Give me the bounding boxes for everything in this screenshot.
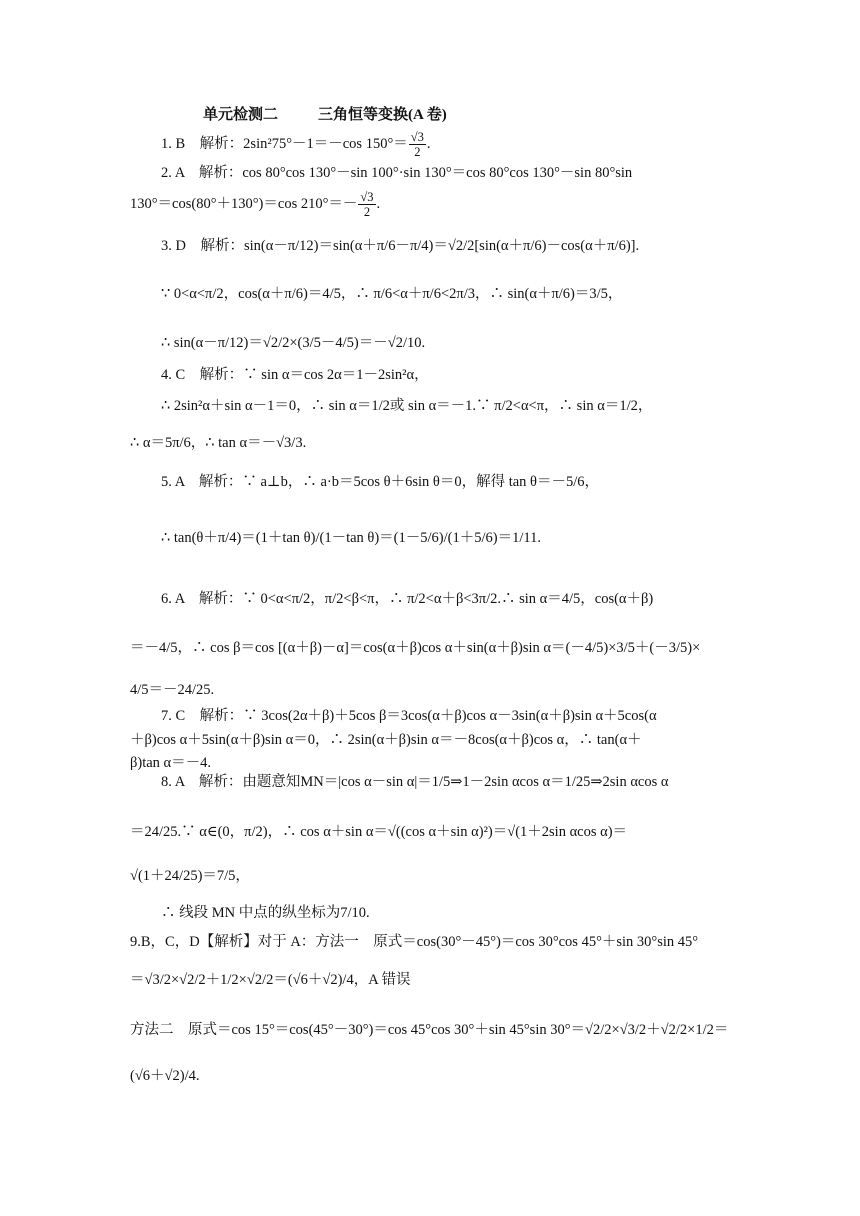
answer-2-fraction: $\frac{√3}{2}$ — [360, 190, 374, 219]
title-part1: 单元检测二 — [203, 107, 279, 123]
answer-3-line-1: 3. D 解析：sin(α－π/12)＝sin(α＋π/6－π/4)＝√2/2[sin(α＋π/6)－cos(α＋π/6)]. — [161, 238, 640, 254]
answer-6-line-2: ＝－4/5，∴ cos β＝cos [(α＋β)－α]＝cos(α＋β)cos α＋sin(α＋β)sin α＝(－4/5)×3/5＋(－3/5)× — [130, 640, 701, 656]
answer-6-line-1: 6. A 解析：∵ 0<α<π/2，π/2<β<π，∴ π/2<α＋β<3π/2.∴ sin α＝4/5，cos(α＋β) — [161, 591, 654, 607]
answer-7-line-3: β)tan α＝－4. — [130, 755, 212, 771]
answer-6-line-3: 4/5＝－24/25. — [130, 682, 215, 698]
answer-7-line-1: 7. C 解析：∵ 3cos(2α＋β)＋5cos β＝3cos(α＋β)cos α－3sin(α＋β)sin α＋5cos(α — [161, 708, 657, 724]
answer-4-line-3: ∴ α＝5π/6，∴ tan α＝－√3/3. — [130, 435, 307, 451]
title-part2: 三角恒等变换(A 卷) — [318, 107, 447, 123]
answer-3-line-3: ∴ sin(α－π/12)＝√2/2×(3/5－4/5)＝－√2/10. — [161, 335, 426, 351]
answer-9-line-4: (√6＋√2)/4. — [130, 1068, 200, 1084]
answer-9-line-1: 9.B，C，D【解析】对于 A：方法一 原式＝cos(30°－45°)＝cos 30°cos 45°＋sin 30°sin 45° — [130, 934, 699, 950]
answer-9-line-2: ＝√3/2×√2/2＋1/2×√2/2＝(√6＋√2)/4，A 错误 — [130, 972, 411, 988]
page-title — [203, 103, 447, 124]
answer-3-line-2: ∵ 0<α<π/2，cos(α＋π/6)＝4/5，∴ π/6<α＋π/6<2π/3，∴ sin(α＋π/6)＝3/5， — [161, 286, 623, 302]
answer-7-line-2: ＋β)cos α＋5sin(α＋β)sin α＝0，∴ 2sin(α＋β)sin α＝－8cos(α＋β)cos α，∴ tan(α＋ — [130, 732, 642, 748]
answer-1-fraction: $\frac{√3}{2}$ — [410, 130, 424, 159]
answer-4-line-1: 4. C 解析：∵ sin α＝cos 2α＝1－2sin²α， — [161, 367, 429, 383]
answer-2-line-1: 2. A 解析：cos 80°cos 130°－sin 100°·sin 130°＝cos 80°cos 130°－sin 80°sin — [161, 165, 633, 181]
answer-2-line-2: 130°＝cos(80°＋130°)＝cos 210°＝－ $\frac{√3}{2}$ . — [130, 190, 381, 219]
answer-8-line-1: 8. A 解析：由题意知MN＝|cos α－sin α|＝1/5⇒1－2sin αcos α＝1/25⇒2sin αcos α — [161, 774, 669, 790]
answer-1-text: 1. B 解析：2sin²75°－1＝－cos 150°＝ — [161, 135, 408, 152]
answer-9-line-3: 方法二 原式＝cos 15°＝cos(45°－30°)＝cos 45°cos 30°＋sin 45°sin 30°＝√2/2×√3/2＋√2/2×1/2＝ — [130, 1022, 729, 1038]
answer-8-line-2: ＝24/25.∵ α∈(0，π/2)，∴ cos α＋sin α＝√((cos α＋sin α)²)＝√(1＋2sin αcos α)＝ — [130, 824, 628, 840]
answer-4-line-2: ∴ 2sin²α＋sin α－1＝0，∴ sin α＝1/2或 sin α＝－1.∵ π/2<α<π，∴ sin α＝1/2， — [161, 398, 653, 414]
answer-8-line-3: √(1＋24/25)＝7/5， — [130, 868, 250, 884]
answer-5-line-2: ∴ tan(θ＋π/4)＝(1＋tan θ)/(1－tan θ)＝(1－5/6)/(1＋5/6)＝1/11. — [161, 530, 541, 546]
answer-5-line-1: 5. A 解析：∵ a⊥b，∴ a·b＝5cos θ＋6sin θ＝0，解得 tan θ＝－5/6， — [161, 474, 600, 490]
answer-8-line-4: ∴ 线段 MN 中点的纵坐标为7/10. — [161, 905, 370, 921]
answer-1: 1. B 解析：2sin²75°－1＝－cos 150°＝ $\frac{√3}{2}$ . — [161, 130, 431, 159]
